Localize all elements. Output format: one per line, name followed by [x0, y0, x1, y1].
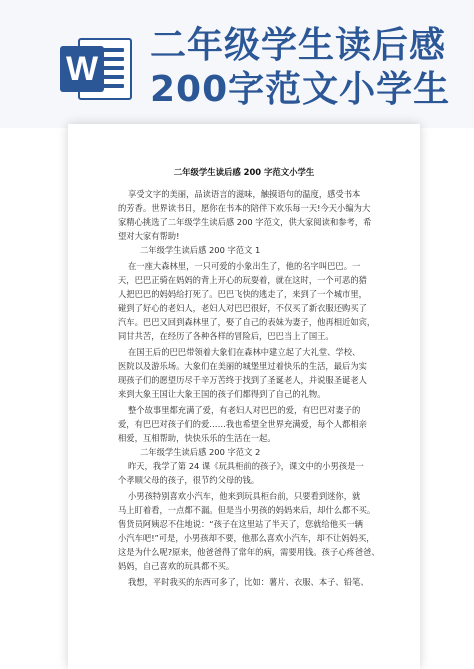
text-line: 小男孩特别喜欢小汽车，他来到玩具柜台前，只要看到迷你，就	[128, 491, 361, 501]
document-title: 二年级学生读后感 200 字范文小学生	[173, 167, 315, 177]
text-line: 相爱，互相帮助，快快乐乐的生活在一起。	[118, 433, 276, 443]
section-heading: 二年级学生读后感 200 字范文 1	[140, 245, 261, 255]
text-line: 昨天，我学了第 24 课《玩具柜前的孩子》，课文中的小男孩是一	[128, 461, 364, 471]
text-line: 同甘共苦，在经历了各种各样的冒险后，巴巴当上了国王。	[118, 331, 334, 341]
text-line: 汽车。巴巴又回到森林里了，娶了自己的表妹为妻子，他再相近如宾，	[118, 317, 376, 327]
text-line: 望对大家有帮助!	[118, 231, 180, 241]
text-line: 我想，平时我买的东西可多了，比如：薯片、衣服、本子、铅笔、	[128, 577, 369, 587]
banner-title-line-2: 200字范文小学生	[150, 69, 451, 110]
banner-title	[150, 24, 470, 112]
text-line: 享受文字的美丽，品读语言的滋味，触摸语句的温度，感受书本	[128, 189, 361, 199]
text-line: 天，巴巴正骑在妈妈的背上开心的玩耍着，就在这时，一个可恶的猎	[118, 275, 367, 285]
text-line: 现孩子们的愿望历尽千辛万苦终于找到了圣诞老人，并说服圣诞老人	[118, 375, 367, 385]
text-line: 碰到了好心的老妇人，老妇人对巴巴很好，不仅买了新衣服还购买了	[118, 303, 367, 313]
text-line: 医院以及游乐场。大象们在美丽的城堡里过着快乐的生活，最后为实	[118, 361, 367, 371]
text-line: 家精心挑选了二年级学生读后感 200 字范文，供大家阅读和参考，希	[118, 217, 372, 227]
text-line: 这是为什么呢?原来，他爸爸得了常年的病，需要用钱。孩子心疼爸爸、	[118, 547, 380, 557]
text-line: 妈妈，自己喜欢的玩具都不买。	[118, 561, 235, 571]
word-letter-badge: W	[60, 46, 104, 92]
document-page	[68, 124, 420, 669]
word-document-icon	[60, 38, 132, 100]
text-line: 的芳香。世界读书日，愿你在书本的陪伴下欢乐每一天!今天小编为大	[118, 203, 371, 213]
text-line: 马上盯着看，一点都不漏。但是当小男孩的妈妈来后，却什么都不买。	[118, 505, 376, 515]
text-line: 售货员阿姨忍不住地说：“孩子在这里站了半天了，您就给他买一辆	[118, 519, 363, 529]
text-line: 小汽车吧!”可是，小男孩却不要，他那么喜欢小汽车，却不让妈妈买，	[118, 533, 375, 543]
banner	[0, 0, 474, 128]
text-line: 在国王后的巴巴带领着大象们在森林中建立起了大礼堂、学校、	[128, 347, 361, 357]
text-line: 个孝顺父母的孩子，很节约父母的钱。	[118, 475, 260, 485]
text-line: 爱，有巴巴对孩子们的爱……我也希望全世界充满爱，每个人都相亲	[118, 419, 367, 429]
section-heading: 二年级学生读后感 200 字范文 2	[140, 447, 261, 457]
text-line: 在一座大森林里，一只可爱的小象出生了，他的名字叫巴巴。一	[128, 261, 361, 271]
text-line: 人把巴巴的妈妈给打死了。巴巴飞快的逃走了，来到了一个城市里，	[118, 289, 367, 299]
banner-title-line-1: 二年级学生读后感	[150, 25, 447, 66]
text-line: 整个故事里都充满了爱，有老妇人对巴巴的爱，有巴巴对妻子的	[128, 405, 361, 415]
text-line: 来到大象王国让大象王国的孩子们都得到了自己的礼物。	[118, 389, 326, 399]
